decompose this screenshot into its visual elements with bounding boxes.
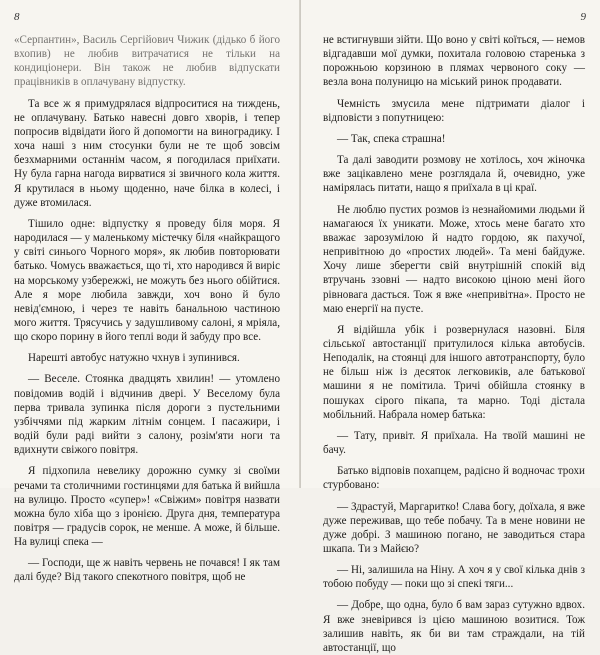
left-page [0,0,299,584]
left-page-text [14,33,280,585]
paragraph: — Ні, залишила на Ніну. А хоч я у свої кілька днів з тобою побуду — поки що зі спекі тяги... [323,564,585,591]
paragraph: Я підхопила невелику дорожню сумку зі своїми речами та столичними гостинцями для батька й вийшла на вулицю. Просто «супер»! «Свіжим» повітря назвати можна було хіба що з іронією. Друга дня, температура повітря — градусів сорок, не менше. А може, й більше. На вулиці спека — [14,465,280,549]
left-page-number: 8 [14,11,20,23]
paragraph: — Господи, ще ж навіть червень не почався! І як там далі буде? Від такого спекотного повітря, щоб не [14,557,280,584]
paragraph: Та все ж я примудрялася відпроситися на тиждень, не оплачувану. Батько навесні довго хворів, і тепер попросив відвідати його й допомогти на виноградику. І хоча наші з ним стосунки були не те щоб зовсім безхмарними останнім часом, я погодилася приїхати. Ну була гарна нагода вирватися зі звичного кола життя. Я крутилася в ньому щоденно, наче білка в колесі, і дуже втомилася. [14,97,280,209]
paragraph: — Добре, що одна, було б вам зараз сутужно вдвох. Я вже зневірився із цією машиною возитися. Тож залишив навіть, як би ви там страждали, на тій автостанції, що [323,599,585,654]
paragraph: Чемність змусила мене підтримати діалог і відповісти з попутницею: [323,97,585,124]
paragraph: «Серпантин», Василь Сергійович Чижик (дідько б його вхопив) не любив витрачатися не тільки на кондиціонери. Він також не любив відпускати працівників в оплачувану відпустку. [14,34,280,89]
paragraph: — Тату, привіт. Я приїхала. На твоїй машині не бачу. [323,429,585,457]
paragraph: — Здрастуй, Маргаритко! Слава богу, доїхала, я вже дуже переживав, що тебе побачу. Та в мене новини не дуже добрі. З машиною погано, не заводиться стара шкапа. Ти з Майєю? [323,500,585,555]
paragraph: не встигнувши зійти. Що воно у світі коїться, — немов відгадавши мої думки, похитала головою старенька з порожньою корзиною в плямах червоного соку — везла вона полуницю на міський ринок продавати. [323,34,585,89]
paragraph: Батько відповів похапцем, радісно й водночас трохи стурбовано: [323,465,585,492]
right-page-number: 9 [580,11,586,23]
right-page-text [323,33,585,655]
paragraph: Нарешті автобус натужно чхнув і зупинився. [28,352,240,365]
paragraph: — Веселе. Стоянка двадцять хвилин! — утомлено повідомив водій і відчинив двері. У Веселому була перва тривала зупинка після дороги з пустельними узбіччями під жарким літнім сонцем. І пасажири, і водій були раді вийти з салону, розім'яти ноги та вдихнути свіжого повітря. [14,373,280,457]
paragraph: Тішило одне: відпустку я проведу біля моря. Я народилася — у маленькому містечку біля «найкращого у світі синього Чорного моря», як любив повторювати батько. Чомусь вважається, що ті, хто народився й виріс на морському узбережжі, не можуть без нього обійтися. Але я море любила завжди, хоч воно й було невід'ємною, і через те навіть банальною частиною мого життя. Трясучись у задушливому салоні, я мріяла, що скоро порину в його теплі води й забуду про все. [14,217,280,344]
paragraph: — Так, спека страшна! [337,132,446,145]
paragraph: Не люблю пустих розмов із незнайомими людьми й намагаюся їх уникати. Може, хтось мене багато хто вважає зарозумілою й надто гордою, як пахучої, непривітною до «простих людей». Та мені байдуже. Хочу лише зберегти свій внутрішній спокій від втручань ззовні — надто високою ціною мені його рівновага дасться. Тож я вже «непривітна». Просто не маю енергії на пусте. [323,203,585,315]
paragraph: Та далі заводити розмову не хотілось, хоч жіночка вже зацікавлено мене розглядала й, очевидно, уже намірялась питати, нащо я приїхала в ці краї. [323,154,585,195]
paragraph: Я відійшла убік і розвернулася назовні. Біля сільської автостанції притулилося кілька автобусів. Неподалік, на стоянці для іншого автотранспорту, було не більш ніж із десяток легковиків, але батькової машини я не помітила. Тричі обійшла стоянку в пошуках сірого пікапа, та марно. Тоді дістала мобільний. Набрала номер батька: [323,323,585,421]
right-page [301,0,600,654]
